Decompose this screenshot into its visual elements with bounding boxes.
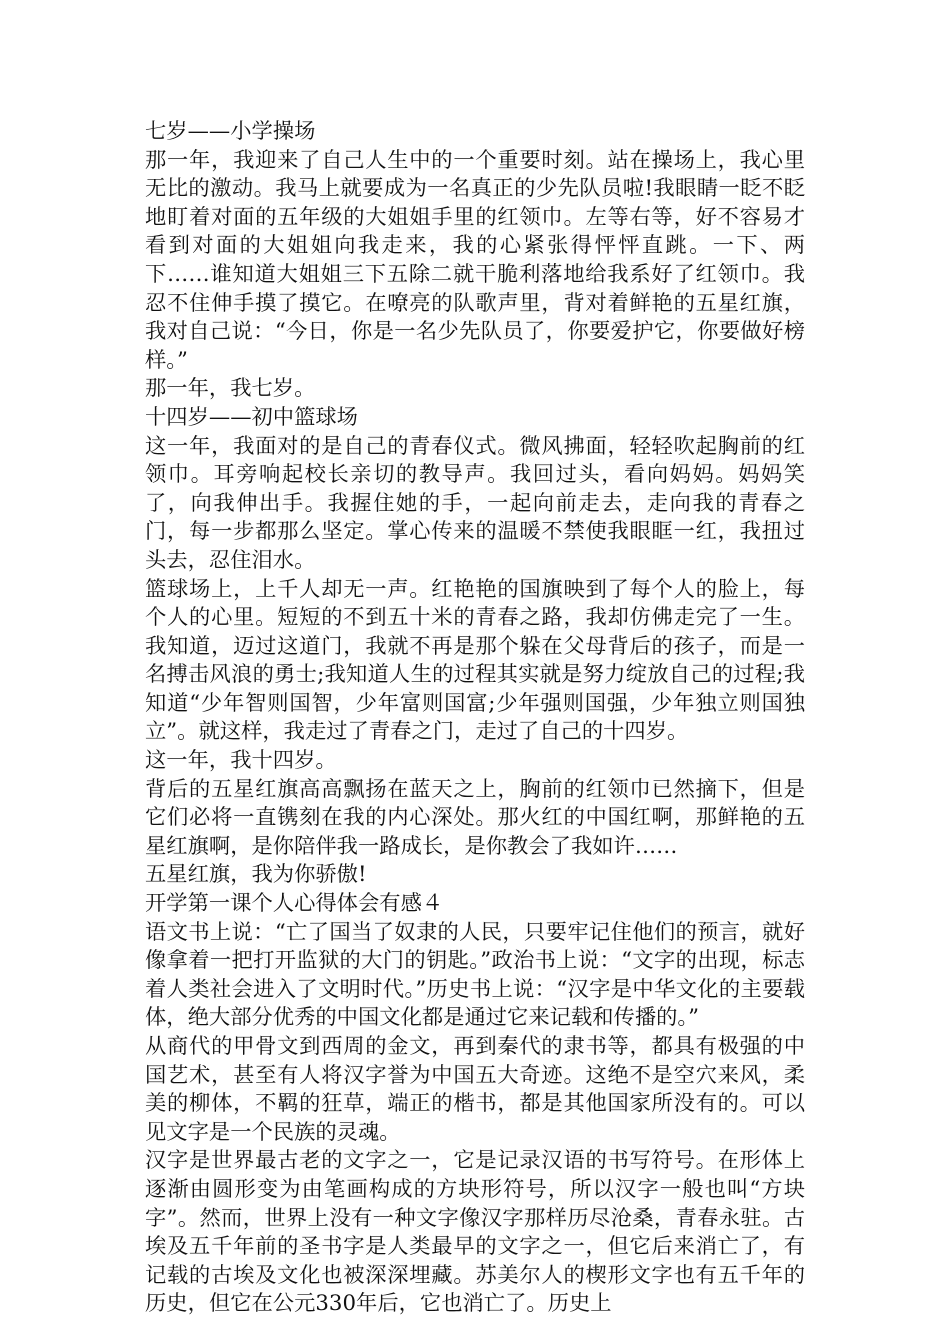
document-body: [145, 118, 805, 1319]
paragraph: 这一年，我面对的是自己的青春仪式。微风拂面，轻轻吹起胸前的红领巾。耳旁响起校长亲切的教导声。我回过头，看向妈妈。妈妈笑了，向我伸出手。我握住她的手，一起向前走去，走向我的青春之门，每一步都那么坚定。掌心传来的温暖不禁使我眼眶一红，我扭过头去，忍住泪水。: [145, 433, 805, 573]
paragraph: 五星红旗，我为你骄傲!: [145, 862, 367, 888]
section-heading-seven: 七岁——小学操场: [145, 119, 316, 144]
paragraph: 那一年，我迎来了自己人生中的一个重要时刻。站在操场上，我心里无比的激动。我马上就要成为一名真正的少先队员啦!我眼睛一眨不眨地盯着对面的五年级的大姐姐手里的红领巾。左等右等，好不容易才看到对面的大姐姐向我走来，我的心紧张得怦怦直跳。一下、两下……谁知道大姐姐三下五除二就干脆利落地给我系好了红领巾。我忍不住伸手摸了摸它。在嘹亮的队歌声里，背对着鲜艳的五星红旗，我对自己说：“今日，你是一名少先队员了，你要爱护它，你要做好榜样。”: [145, 147, 805, 373]
paragraph: 这一年，我十四岁。: [145, 748, 337, 774]
paragraph: 语文书上说：“亡了国当了奴隶的人民，只要牢记住他们的预言，就好像拿着一把打开监狱的大门的钥匙。”政治书上说：“文字的出现，标志着人类社会进入了文明时代。”历史书上说：“汉字是中华文化的主要载体，绝大部分优秀的中国文化都是通过它来记载和传播的。”: [145, 919, 805, 1031]
section-heading-fourteen: 十四岁——初中篮球场: [145, 404, 358, 430]
paragraph: 背后的五星红旗高高飘扬在蓝天之上，胸前的红领巾已然摘下，但是它们必将一直镌刻在我的内心深处。那火红的中国红啊，那鲜艳的五星红旗啊，是你陪伴我一路成长，是你教会了我如许……: [145, 776, 805, 859]
paragraph: 那一年，我七岁。: [145, 376, 316, 402]
paragraph: 从商代的甲骨文到西周的金文，再到秦代的隶书等，都具有极强的中国艺术，甚至有人将汉字誉为中国五大奇迹。这绝不是空穴来风，柔美的柳体，不羁的狂草，端正的楷书，都是其他国家所没有的。可以见文字是一个民族的灵魂。: [145, 1034, 805, 1145]
paragraph: 汉字是世界最古老的文字之一，它是记录汉语的书写符号。在形体上逐渐由圆形变为由笔画构成的方块形符号，所以汉字一般也叫“方块字”。然而，世界上没有一种文字像汉字那样历尽沧桑，青春永驻。古埃及五千年前的圣书字是人类最早的文字之一，但它后来消亡了，有记载的古埃及文化也被深深埋藏。苏美尔人的楔形文字也有五千年的历史，但它在公元330年后，它也消亡了。历史上: [145, 1148, 805, 1317]
section-heading-essay-4: 开学第一课个人心得体会有感４: [145, 891, 444, 917]
paragraph: 篮球场上，上千人却无一声。红艳艳的国旗映到了每个人的脸上，每个人的心里。短短的不到五十米的青春之路，我却仿佛走完了一生。我知道，迈过这道门，我就不再是那个躲在父母背后的孩子，而是一名搏击风浪的勇士;我知道人生的过程其实就是努力绽放自己的过程;我知道“少年智则国智，少年富则国富;少年强则国强，少年独立则国独立”。就这样，我走过了青春之门，走过了自己的十四岁。: [145, 576, 805, 745]
